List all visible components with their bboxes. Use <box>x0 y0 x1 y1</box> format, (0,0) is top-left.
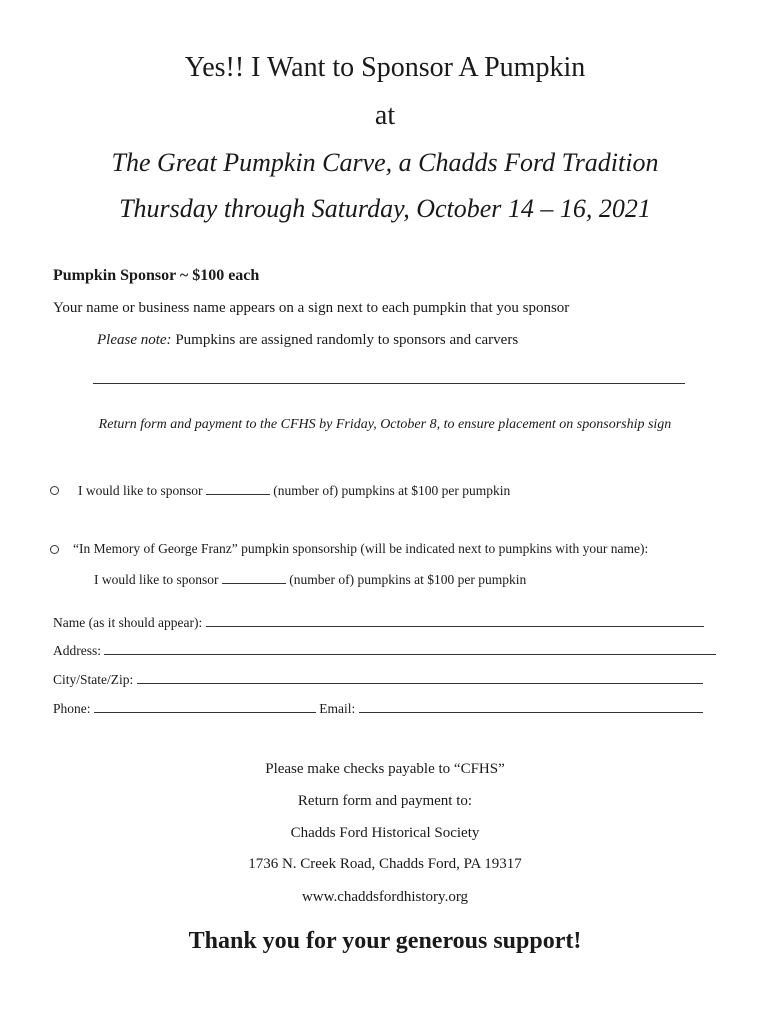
address-field[interactable] <box>104 642 716 655</box>
checks-payable: Please make checks payable to “CFHS” <box>265 761 505 777</box>
option1-radio[interactable] <box>50 486 59 495</box>
option2-radio[interactable] <box>50 545 59 554</box>
option1-count-field[interactable] <box>206 482 270 495</box>
email-label: Email: <box>319 701 356 716</box>
assignment-note <box>97 332 518 349</box>
event-name: The Great Pumpkin Carve, a Chadds Ford Tradition <box>111 148 659 177</box>
option2-before: I would like to sponsor <box>94 572 222 587</box>
option2-count-field[interactable] <box>222 571 286 584</box>
phone-field[interactable] <box>94 700 316 713</box>
city-field[interactable] <box>137 671 703 684</box>
city-label: City/State/Zip: <box>53 672 134 687</box>
note-label: Please note: <box>97 332 172 348</box>
organization-address: 1736 N. Creek Road, Chadds Ford, PA 19317 <box>248 856 522 872</box>
phone-row <box>53 700 703 717</box>
section-divider <box>93 383 685 384</box>
name-row <box>53 614 704 631</box>
name-field[interactable] <box>206 614 704 627</box>
note-text: Pumpkins are assigned randomly to sponsors and carvers <box>171 332 519 348</box>
organization-website: www.chaddsfordhistory.org <box>301 889 469 905</box>
option2-after: (number of) pumpkins at $100 per pumpkin <box>285 572 527 587</box>
name-label: Name (as it should appear): <box>53 615 203 630</box>
sponsor-heading: Pumpkin Sponsor ~ $100 each <box>53 267 260 284</box>
organization-name: Chadds Ford Historical Society <box>290 825 480 841</box>
email-field[interactable] <box>359 700 703 713</box>
option2-line1: “In Memory of George Franz” pumpkin sponsorship (will be indicated next to pumpkins with your name): <box>73 541 649 556</box>
address-row <box>53 642 716 659</box>
option1-before: I would like to sponsor <box>78 483 206 498</box>
thank-you-message: Thank you for your generous support! <box>188 928 582 954</box>
return-deadline: Return form and payment to the CFHS by Friday, October 8, to ensure placement on sponsorship sign <box>98 417 672 432</box>
option1-text <box>78 482 510 499</box>
return-to: Return form and payment to: <box>297 793 473 809</box>
phone-label: Phone: <box>53 701 91 716</box>
title-at: at <box>374 100 396 131</box>
option1-after: (number of) pumpkins at $100 per pumpkin <box>269 483 511 498</box>
option2-text <box>94 571 526 588</box>
event-dates: Thursday through Saturday, October 14 – 16, 2021 <box>119 194 651 223</box>
city-row <box>53 671 703 688</box>
sponsor-description: Your name or business name appears on a sign next to each pumpkin that you sponsor <box>53 300 570 316</box>
form-title: Yes!! I Want to Sponsor A Pumpkin <box>184 52 586 83</box>
address-label: Address: <box>53 643 101 658</box>
